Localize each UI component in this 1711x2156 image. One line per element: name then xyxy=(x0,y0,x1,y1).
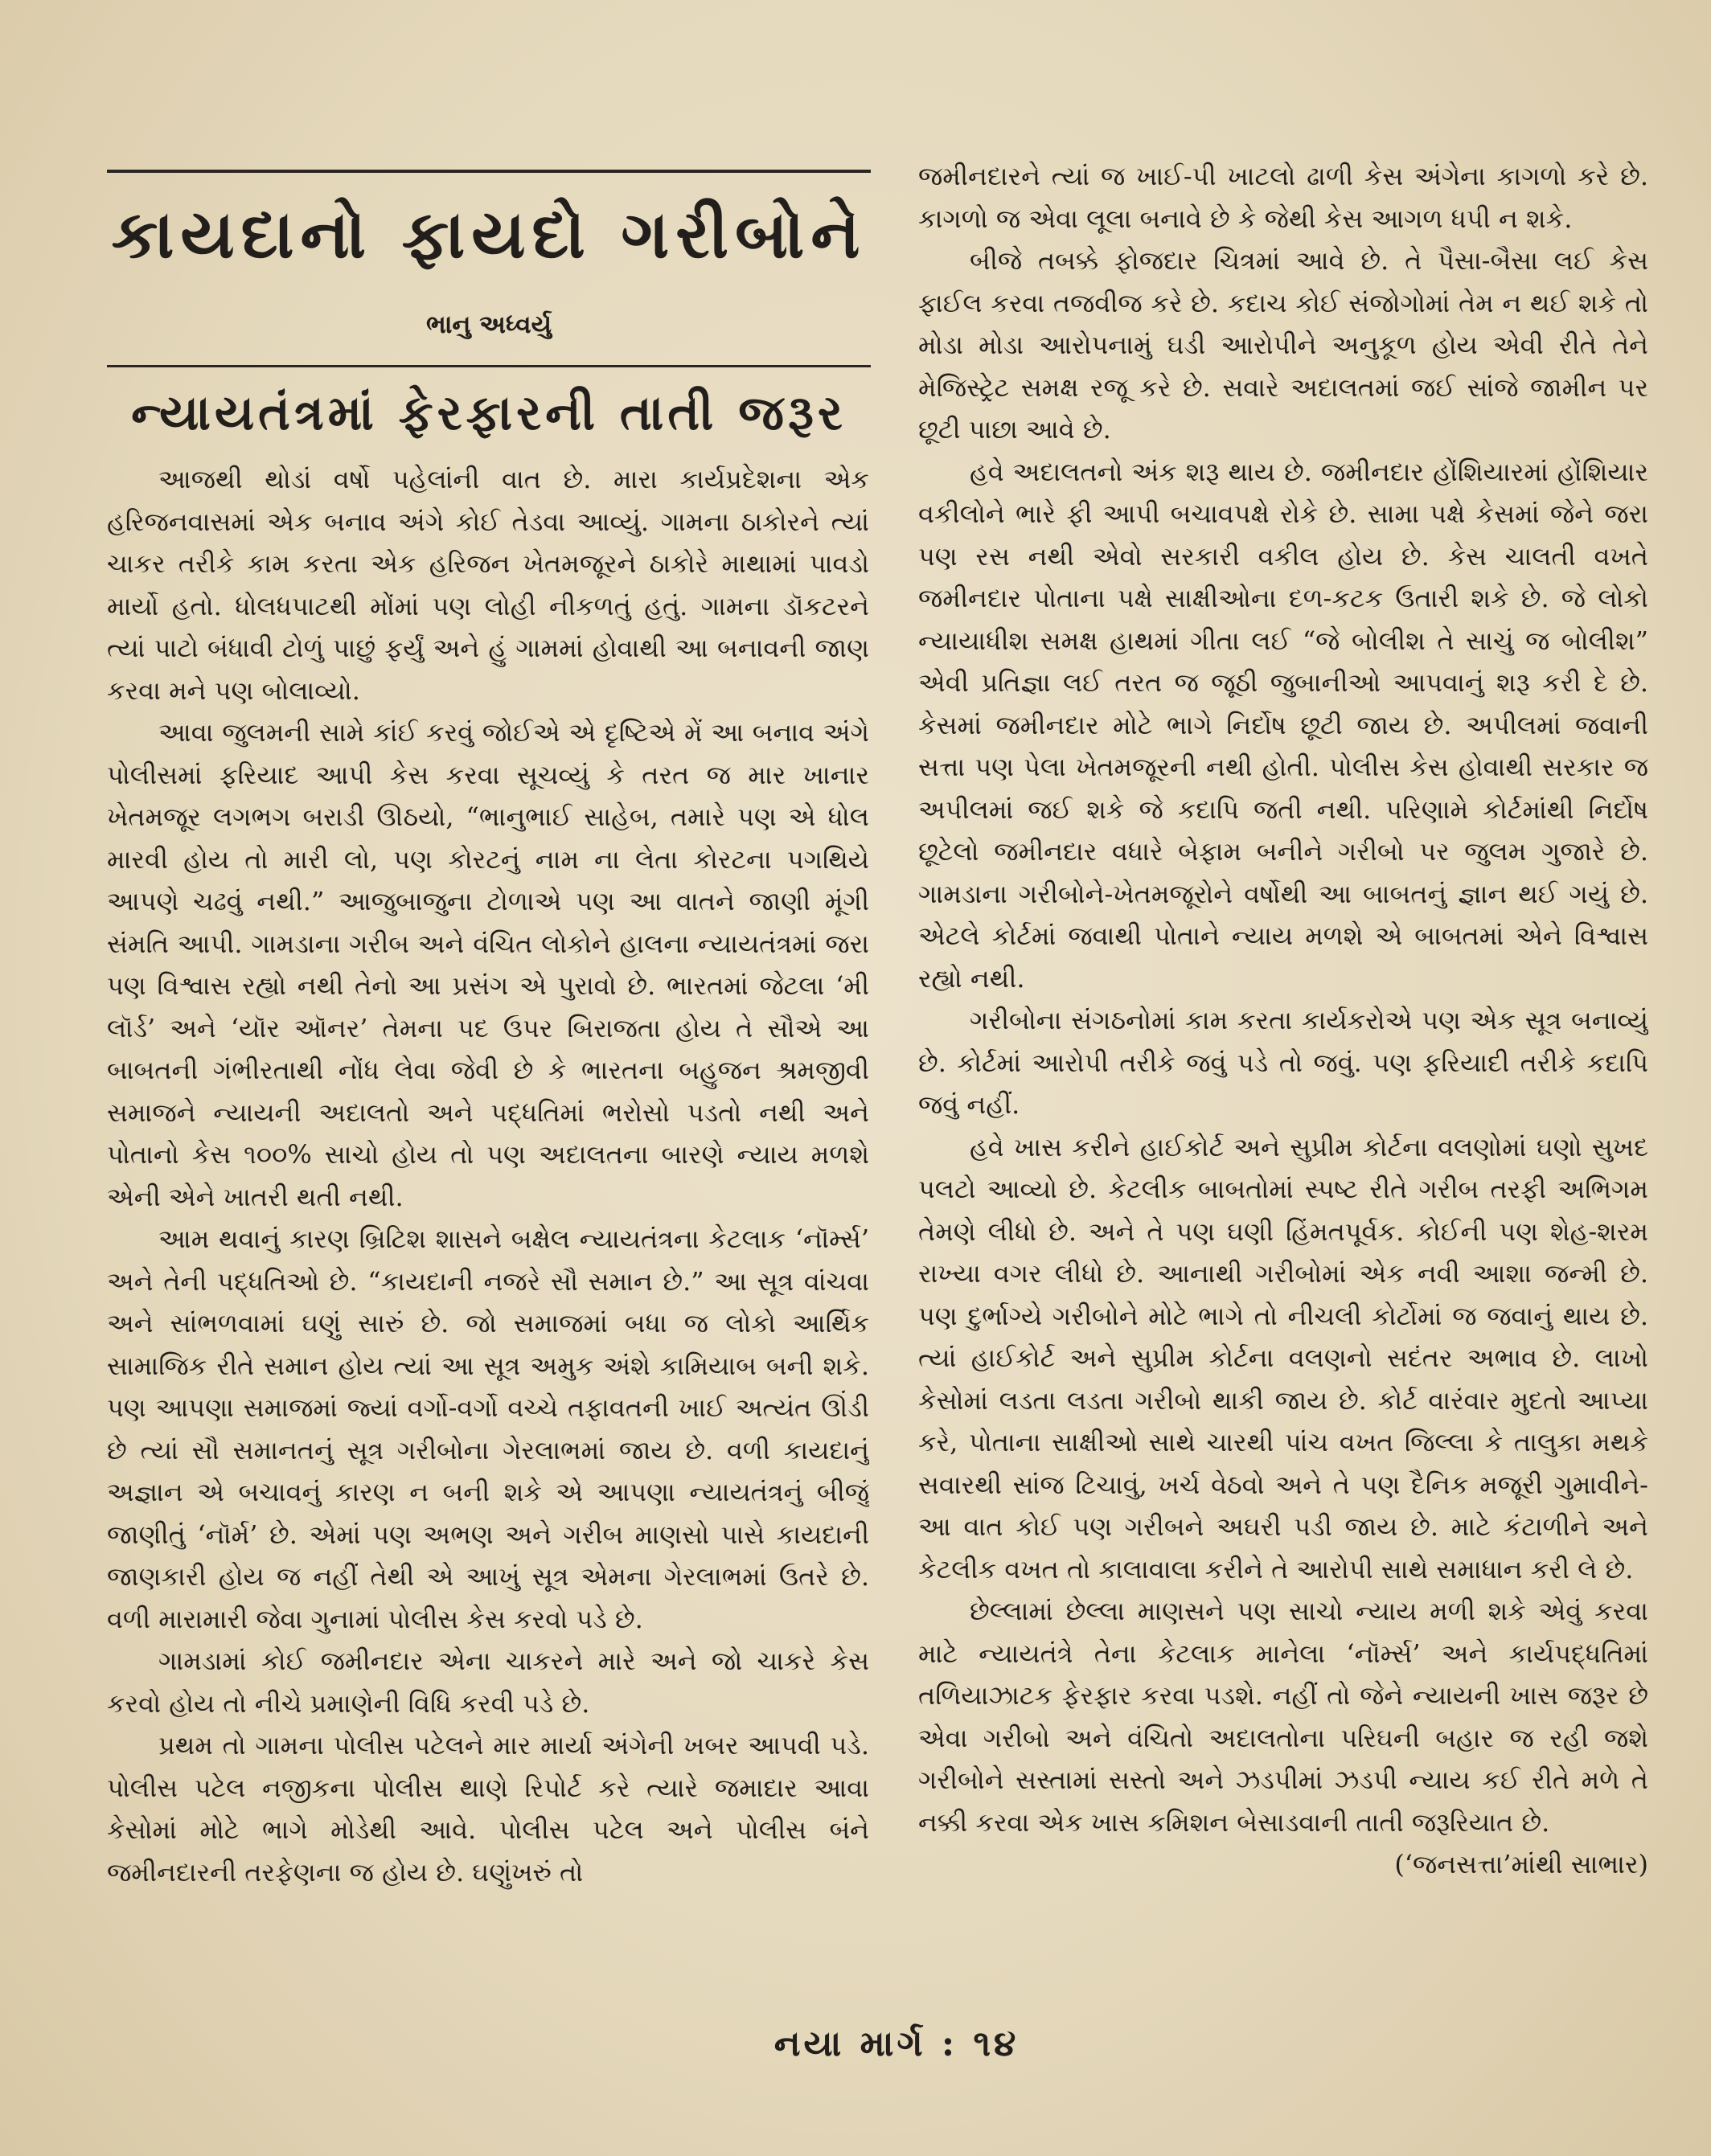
article-paragraph: હવે ખાસ કરીને હાઈકોર્ટ અને સુપ્રીમ કોર્ટના વલણોમાં ઘણો સુખદ પલટો આવ્યો છે. કેટલીક બાબતોમાં સ્પષ્ટ રીતે ગરીબ તરફી અભિગમ તેમણે લીધો છે. અને તે પણ ઘણી હિંમતપૂર્વક. કોઈની પણ શેહ-શરમ રાખ્યા વગર લીધો છે. આનાથી ગરીબોમાં એક નવી આશા જન્મી છે. પણ દુર્ભાગ્યે ગરીબોને મોટે ભાગે તો નીચલી કોર્ટોમાં જ જવાનું થાય છે. ત્યાં હાઈકોર્ટ અને સુપ્રીમ કોર્ટના વલણનો સદંતર અભાવ છે. લાખો કેસોમાં લડતા લડતા ગરીબો થાકી જાય છે. કોર્ટ વારંવાર મુદતો આપ્યા કરે, પોતાના સાક્ષીઓ સાથે ચારથી પાંચ વખત જિલ્લા કે તાલુકા મથકે સવારથી સાંજ ટિચાવું, ખર્ચ વેઠવો અને તે પણ દૈનિક મજૂરી ગુમાવીને-આ વાત કોઈ પણ ગરીબને અઘરી પડી જાય છે. માટે કંટાળીને અને કેટલીક વખત તો કાલાવાલા કરીને તે આરોપી સાથે સમાધાન કરી લે છે. xyxy=(918,1131,1648,1584)
article-paragraph: ગામડામાં કોઈ જમીનદાર એના ચાકરને મારે અને જો ચાકરે કેસ કરવો હોય તો નીચે પ્રમાણેની વિધિ કરવી પડે છે. xyxy=(107,1646,869,1719)
article-paragraph-continued: જમીનદારને ત્યાં જ ખાઈ-પી ખાટલો ઢાળી કેસ અંગેના કાગળો કરે છે. કાગળો જ એવા લૂલા બનાવે છે કે જેથી કેસ આગળ ધપી ન શકે. xyxy=(918,161,1648,234)
final-paragraph-text: છેલ્લામાં છેલ્લા માણસને પણ સાચો ન્યાય મળી શકે એવું કરવા માટે ન્યાયતંત્રે તેના કેટલાક માનેલા ‘નૉર્મ્સ’ અને કાર્યપદ્ધતિમાં તળિયાઝાટક ફેરફાર કરવા પડશે. નહીં તો જેને ન્યાયની ખાસ જરૂર છે એવા ગરીબો અને વંચિતો અદાલતોના પરિઘની બહાર જ રહી જશે ગરીબોને સસ્તામાં સસ્તો અને ઝડપીમાં ઝડપી ન્યાય કઈ રીતે મળે તે નક્કી કરવા એક ખાસ કમિશન બેસાડવાની તાતી જરૂરિયાત છે. xyxy=(918,1596,1648,1838)
title-rule-top xyxy=(107,170,871,173)
article-paragraph: આજથી થોડાં વર્ષો પહેલાંની વાત છે. મારા કાર્યપ્રદેશના એક હરિજનવાસમાં એક બનાવ અંગે કોઈ તેડવા આવ્યું. ગામના ઠાકોરને ત્યાં ચાકર તરીકે કામ કરતા એક હરિજન ખેતમજૂરને ઠાકોરે માથામાં પાવડો માર્યો હતો. ધોલધપાટથી મોંમાં પણ લોહી નીકળતું હતું. ગામના ડૉકટરને ત્યાં પાટો બંધાવી ટોળું પાછું ફર્યું અને હું ગામમાં હોવાથી આ બનાવની જાણ કરવા મને પણ બોલાવ્યો. xyxy=(107,464,869,706)
article-paragraph-final xyxy=(918,1590,1648,1879)
page-footer: નયા માર્ગ : ૧૪ xyxy=(773,2023,1020,2064)
right-column xyxy=(918,155,1648,2004)
article-paragraph: હવે અદાલતનો અંક શરૂ થાય છે. જમીનદાર હોંશિયારમાં હોંશિયાર વકીલોને ભારે ફી આપી બચાવપક્ષે રોકે છે. સામા પક્ષે કેસમાં જેને જરા પણ રસ નથી એવો સરકારી વકીલ હોય છે. કેસ ચાલતી વખતે જમીનદાર પોતાના પક્ષે સાક્ષીઓના દળ-કટક ઉતારી શકે છે. જે લોકો ન્યાયાધીશ સમક્ષ હાથમાં ગીતા લઈ “જે બોલીશ તે સાચું જ બોલીશ” એવી પ્રતિજ્ઞા લઈ તરત જ જૂઠી જુબાનીઓ આપવાનું શરૂ કરી દે છે. કેસમાં જમીનદાર મોટે ભાગે નિર્દોષ છૂટી જાય છે. અપીલમાં જવાની સત્તા પણ પેલા ખેતમજૂરની નથી હોતી. પોલીસ કેસ હોવાથી સરકાર જ અપીલમાં જઈ શકે જે કદાપિ જતી નથી. પરિણામે કોર્ટમાંથી નિર્દોષ છૂટેલો જમીનદાર વધારે બેફામ બનીને ગરીબો પર જુલમ ગુજારે છે. ગામડાના ગરીબોને-ખેતમજૂરોને વર્ષોથી આ બાબતનું જ્ઞાન થઈ ગયું છે. એટલે કોર્ટમાં જવાથી પોતાને ન્યાય મળશે એ બાબતમાં એને વિશ્વાસ રહ્યો નથી. xyxy=(918,456,1648,994)
article-author: ભાનુ અધ્વર્યુ xyxy=(426,310,552,339)
source-credit: (‘જનસત્તા’માંથી સાભાર) xyxy=(1394,1849,1648,1879)
article-paragraph: ગરીબોના સંગઠનોમાં કામ કરતા કાર્યકરોએ પણ એક સૂત્ર બનાવ્યું છે. કોર્ટમાં આરોપી તરીકે જવું પડે તો જવું. પણ ફરિયાદી તરીકે કદાપિ જવું નહીં. xyxy=(918,1005,1648,1120)
article-paragraph: આવા જુલમની સામે કાંઈ કરવું જોઈએ એ દૃષ્ટિએ મેં આ બનાવ અંગે પોલીસમાં ફરિયાદ આપી કેસ કરવા સૂચવ્યું કે તરત જ માર ખાનાર ખેતમજૂર લગભગ બરાડી ઊઠયો, “ભાનુભાઈ સાહેબ, તમારે પણ એ ધોલ મારવી હોય તો મારી લો, પણ કોરટનું નામ ના લેતા કોરટના પગથિયે આપણે ચઢવું નથી.” આજુબાજુના ટોળાએ પણ આ વાતને જાણી મૂંગી સંમતિ આપી. ગામડાના ગરીબ અને વંચિત લોકોને હાલના ન્યાયતંત્રમાં જરા પણ વિશ્વાસ રહ્યો નથી તેનો આ પ્રસંગ એ પુરાવો છે. ભારતમાં જેટલા ‘મી લૉર્ડ’ અને ‘યૉર ઑનર’ તેમના પદ ઉપર બિરાજતા હોય તે સૌએ આ બાબતની ગંભીરતાથી નોંધ લેવા જેવી છે કે ભારતના બહુજન શ્રમજીવી સમાજને ન્યાયની અદાલતો અને પદ્ધતિમાં ભરોસો પડતો નથી અને પોતાનો કેસ ૧૦૦% સાચો હોય તો પણ અદાલતના બારણે ન્યાય મળશે એની એને ખાતરી થતી નથી. xyxy=(107,717,869,1212)
article-paragraph: પ્રથમ તો ગામના પોલીસ પટેલને માર માર્યા અંગેની ખબર આપવી પડે. પોલીસ પટેલ નજીકના પોલીસ થાણે રિપોર્ટ કરે ત્યારે જમાદાર આવા કેસોમાં મોટે ભાગે મોડેથી આવે. પોલીસ પટેલ અને પોલીસ બંને જમીનદારની તરફેણના જ હોય છે. ઘણુંખરું તો xyxy=(107,1730,869,1888)
article-subtitle: ન્યાયતંત્રમાં ફેરફારની તાતી જરૂર xyxy=(131,385,847,441)
left-column xyxy=(107,458,869,1990)
article-paragraph: આમ થવાનું કારણ બ્રિટિશ શાસને બક્ષેલ ન્યાયતંત્રના કેટલાક ‘નૉર્મ્સ’ અને તેની પદ્ધતિઓ છે. “કાયદાની નજરે સૌ સમાન છે.” આ સૂત્ર વાંચવા અને સાંભળવામાં ઘણું સારું છે. જો સમાજમાં બધા જ લોકો આર્થિક સામાજિક રીતે સમાન હોય ત્યાં આ સૂત્ર અમુક અંશે કામિયાબ બની શકે. પણ આપણા સમાજમાં જ્યાં વર્ગો-વર્ગો વચ્ચે તફાવતની ખાઈ અત્યંત ઊંડી છે ત્યાં સૌ સમાનતનું સૂત્ર ગરીબોના ગેરલાભમાં જાય છે. વળી કાયદાનું અજ્ઞાન એ બચાવનું કારણ ન બની શકે એ આપણા ન્યાયતંત્રનું બીજું જાણીતું ‘નૉર્મ’ છે. એમાં પણ અભણ અને ગરીબ માણસો પાસે કાયદાની જાણકારી હોય જ નહીં તેથી એ આખું સૂત્ર એમના ગેરલાભમાં ઉતરે છે. વળી મારામારી જેવા ગુનામાં પોલીસ કેસ કરવો પડે છે. xyxy=(107,1224,869,1634)
article-title: કાયદાનો ફાયદો ગરીબોને xyxy=(111,196,867,273)
title-rule-bottom xyxy=(107,365,871,367)
article-paragraph: બીજે તબક્કે ફોજદાર ચિત્રમાં આવે છે. તે પૈસા-બૈસા લઈ કેસ ફાઈલ કરવા તજવીજ કરે છે. કદાચ કોઈ સંજોગોમાં તેમ ન થઈ શકે તો મોડા મોડા આરોપનામું ઘડી આરોપીને અનુકૂળ હોય એવી રીતે તેને મેજિસ્ટ્રેટ સમક્ષ રજૂ કરે છે. સવારે અદાલતમાં જઈ સાંજે જામીન પર છૂટી પાછા આવે છે. xyxy=(918,245,1648,445)
